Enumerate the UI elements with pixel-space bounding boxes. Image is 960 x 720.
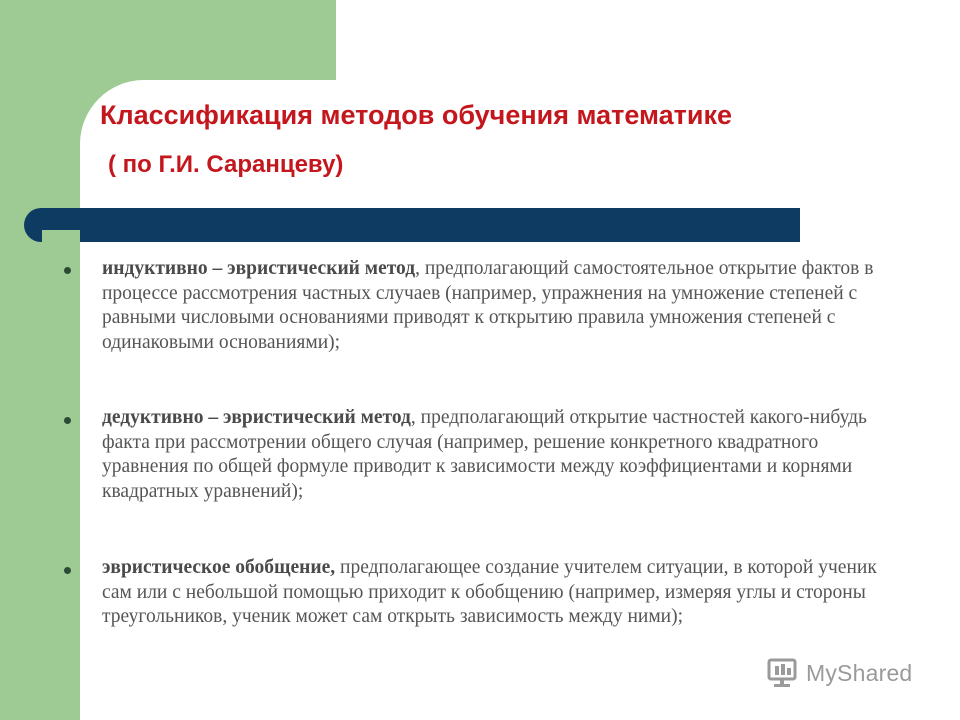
- divider-bar: [24, 208, 800, 242]
- bullet-dot: [64, 417, 71, 424]
- list-item-text: , предполагающий самостоятельное открытие фактов в процессе рассмотрения частных случаев (например, упражнения на умножение степеней с равными числовыми основаниями приводят к открытию правила умножения степеней с одинаковыми основаниями);: [102, 258, 874, 353]
- list-item: [102, 556, 902, 630]
- list-item: [102, 406, 902, 504]
- list-item-term: индуктивно – эвристический метод: [102, 258, 416, 279]
- list-item: [102, 257, 902, 355]
- bullet-dot: [64, 567, 71, 574]
- list-item-text: , предполагающий открытие частностей какого-нибудь факта при рассмотрении общего случая (например, решение конкретного квадратного уравнения по общей формуле приводит к зависимости между коэффициентами и корнями квадратных уравнений);: [102, 407, 867, 502]
- slide-subtitle: ( по Г.И. Саранцеву): [108, 151, 344, 178]
- bullet-dot: [64, 267, 71, 274]
- divider-bar-notch: [42, 230, 80, 244]
- watermark: [766, 658, 912, 688]
- background-green-left-strip: [0, 0, 80, 720]
- watermark-text: MyShared: [806, 659, 913, 686]
- slide-title: Классификация методов обучения математике: [100, 100, 733, 130]
- list-item-term: эвристическое обобщение,: [102, 557, 336, 578]
- list-item-text: предполагающее создание учителем ситуации, в которой ученик сам или с небольшой помощью приходит к обобщению (например, измеряя углы и стороны треугольников, ученик может сам открыть зависимость между ними);: [102, 557, 877, 627]
- list-item-term: дедуктивно – эвристический метод: [102, 407, 411, 428]
- myshared-logo-icon: [766, 658, 800, 688]
